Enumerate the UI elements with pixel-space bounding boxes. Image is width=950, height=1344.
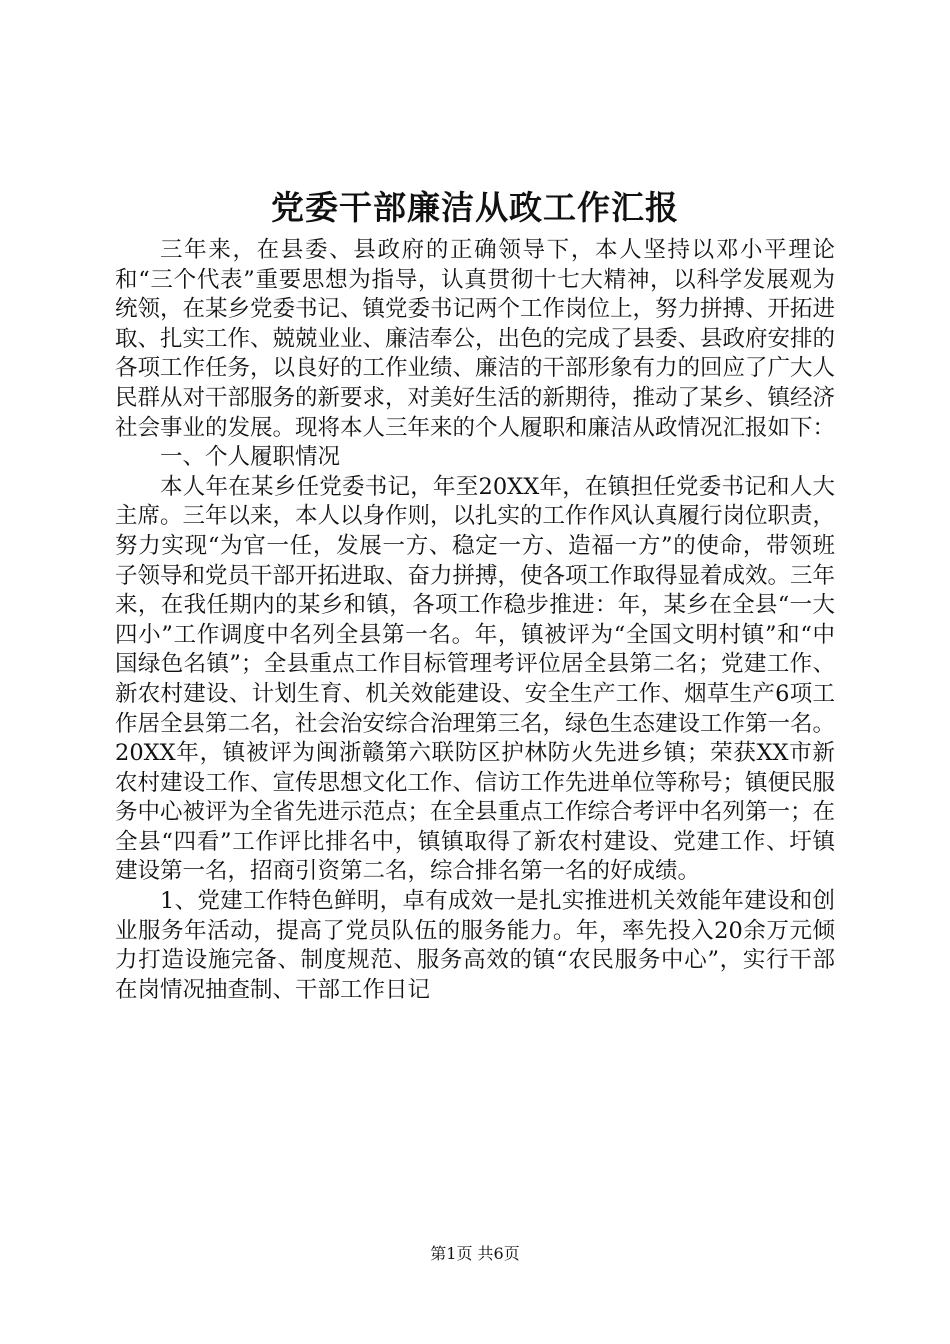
document-body: [115, 236, 835, 1005]
paragraph-intro: 三年来，在县委、县政府的正确领导下，本人坚持以邓小平理论和“三个代表”重要思想为指导，认真贯彻十七大精神，以科学发展观为统领，在某乡党委书记、镇党委书记两个工作岗位上，努力拼搏、开拓进取、扎实工作、兢兢业业、廉洁奉公，出色的完成了县委、县政府安排的各项工作任务，以良好的工作业绩、廉洁的干部形象有力的回应了广大人民群从对干部服务的新要求，对美好生活的新期待，推动了某乡、镇经济社会事业的发展。现将本人三年来的个人履职和廉洁从政情况汇报如下：: [115, 237, 836, 441]
paragraph-party-building: 1、党建工作特色鲜明，卓有成效一是扎实推进机关效能年建设和创业服务年活动，提高了党员队伍的服务能力。年，率先投入20余万元倾力打造设施完备、制度规范、服务高效的镇“农民服务中心”，实行干部在岗情况抽查制、干部工作日记: [115, 888, 835, 1003]
paragraph-performance: 本人年在某乡任党委书记，年至20XX年，在镇担任党委书记和人大主席。三年以来，本人以身作则，以扎实的工作作风认真履行岗位职责，努力实现“为官一任，发展一方、稳定一方、造福一方”的使命，带领班子领导和党员干部开拓进取、奋力拼搏，使各项工作取得显着成效。三年来，在我任期内的某乡和镇，各项工作稳步推进：年，某乡在全县“一大四小”工作调度中名列全县第一名。年，镇被评为“全国文明村镇”和“中国绿色名镇”；全县重点工作目标管理考评位居全县第二名；党建工作、新农村建设、计划生育、机关效能建设、安全生产工作、烟草生产6项工作居全县第二名，社会治安综合治理第三名，绿色生态建设工作第一名。20XX年，镇被评为闽浙赣第六联防区护林防火先进乡镇；荣获XX市新农村建设工作、宣传思想文化工作、信访工作先进单位等称号；镇便民服务中心被评为全省先进示范点；在全县重点工作综合考评中名列第一；在全县“四看”工作评比排名中，镇镇取得了新农村建设、党建工作、圩镇建设第一名，招商引资第二名，综合排名第一名的好成绩。: [115, 473, 836, 885]
document-title: 党委干部廉洁从政工作汇报: [271, 188, 679, 227]
section-heading: 一、个人履职情况: [160, 444, 341, 471]
page-number-footer: 第1页 共6页: [430, 1244, 520, 1263]
